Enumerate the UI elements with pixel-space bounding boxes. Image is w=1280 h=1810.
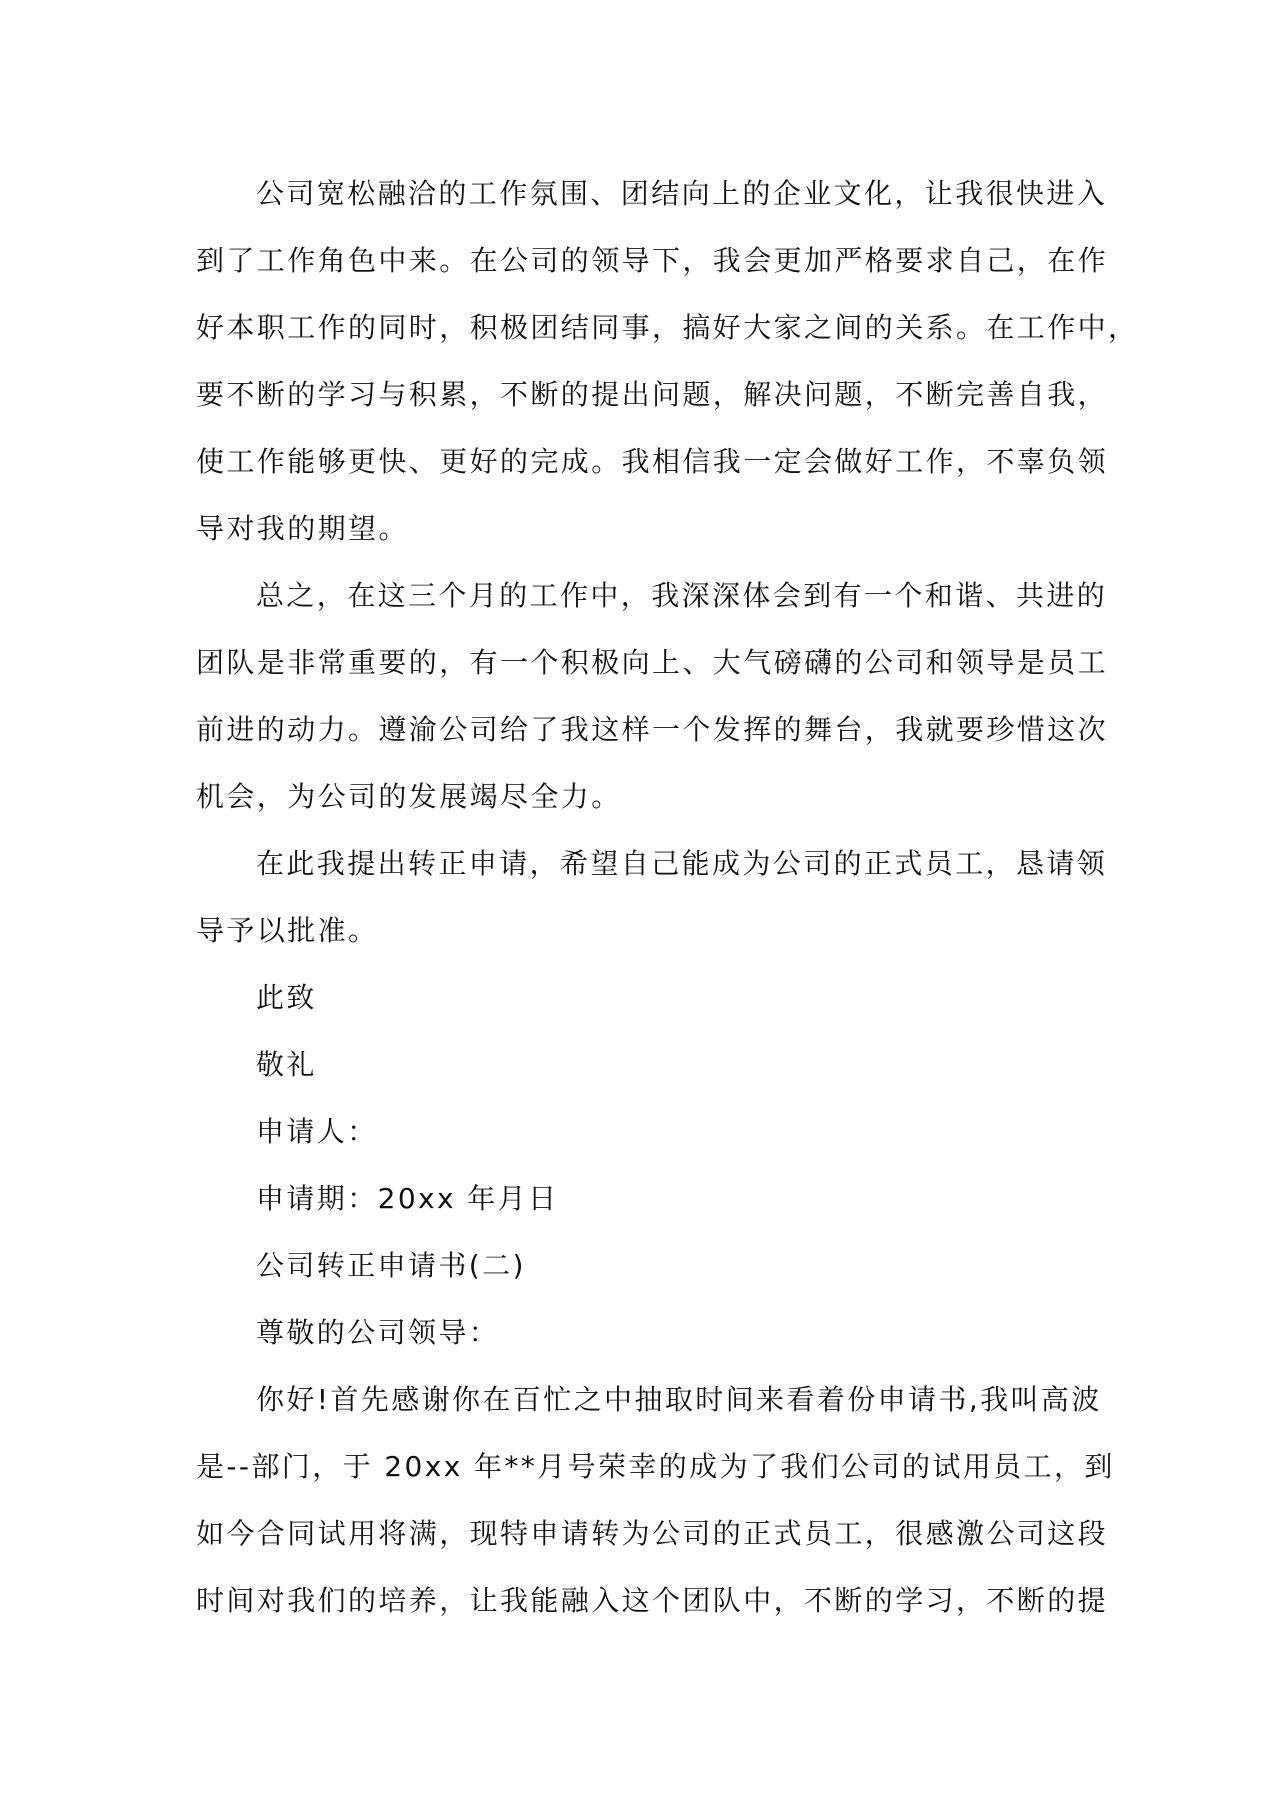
paragraph <box>196 1366 1115 1634</box>
text-line: 敬礼 <box>256 1048 317 1081</box>
text-line: 好本职工作的同时，积极团结同事，搞好大家之间的关系。在工作中， <box>196 311 1139 344</box>
text-line: 你好!首先感谢你在百忙之中抽取时间来看着份申请书,我叫高波 <box>256 1383 1102 1416</box>
text-line: 到了工作角色中来。在公司的领导下，我会更加严格要求自己，在作 <box>196 244 1109 277</box>
applicant-line <box>196 1098 1096 1165</box>
text-line: 是--部门，于 20xx 年**月号荣幸的成为了我们公司的试用员工，到 <box>196 1450 1115 1483</box>
text-line: 前进的动力。遵渝公司给了我这样一个发挥的舞台，我就要珍惜这次 <box>196 713 1109 746</box>
text-line: 申请期：20xx 年月日 <box>256 1182 559 1215</box>
text-line: 在此我提出转正申请，希望自己能成为公司的正式员工，恳请领 <box>256 847 1108 880</box>
text-line: 使工作能够更快、更好的完成。我相信我一定会做好工作，不辜负领 <box>196 445 1109 478</box>
text-line: 公司转正申请书(二) <box>256 1249 526 1282</box>
closing-salutation <box>196 964 1096 1031</box>
text-line: 时间对我们的培养，让我能融入这个团队中，不断的学习，不断的提 <box>196 1584 1109 1617</box>
paragraph <box>196 562 1109 830</box>
text-line: 如今合同试用将满，现特申请转为公司的正式员工，很感激公司这段 <box>196 1517 1109 1550</box>
text-line: 总之，在这三个月的工作中，我深深体会到有一个和谐、共进的 <box>256 579 1108 612</box>
closing-regards <box>196 1031 1096 1098</box>
greeting <box>196 1299 1096 1366</box>
paragraph <box>196 160 1139 562</box>
text-line: 公司宽松融洽的工作氛围、团结向上的企业文化，让我很快进入 <box>256 177 1108 210</box>
text-line: 申请人： <box>256 1115 378 1148</box>
section-title <box>196 1232 1096 1299</box>
text-line: 此致 <box>256 981 317 1014</box>
text-line: 机会，为公司的发展竭尽全力。 <box>196 780 622 813</box>
document-body <box>196 160 1139 1634</box>
text-line: 导对我的期望。 <box>196 512 409 545</box>
text-line: 尊敬的公司领导： <box>256 1316 500 1349</box>
text-line: 团队是非常重要的，有一个积极向上、大气磅礴的公司和领导是员工 <box>196 646 1109 679</box>
text-line: 导予以批准。 <box>196 914 379 947</box>
paragraph <box>196 830 1108 964</box>
application-date-line <box>196 1165 1096 1232</box>
text-line: 要不断的学习与积累，不断的提出问题，解决问题，不断完善自我， <box>196 378 1109 411</box>
